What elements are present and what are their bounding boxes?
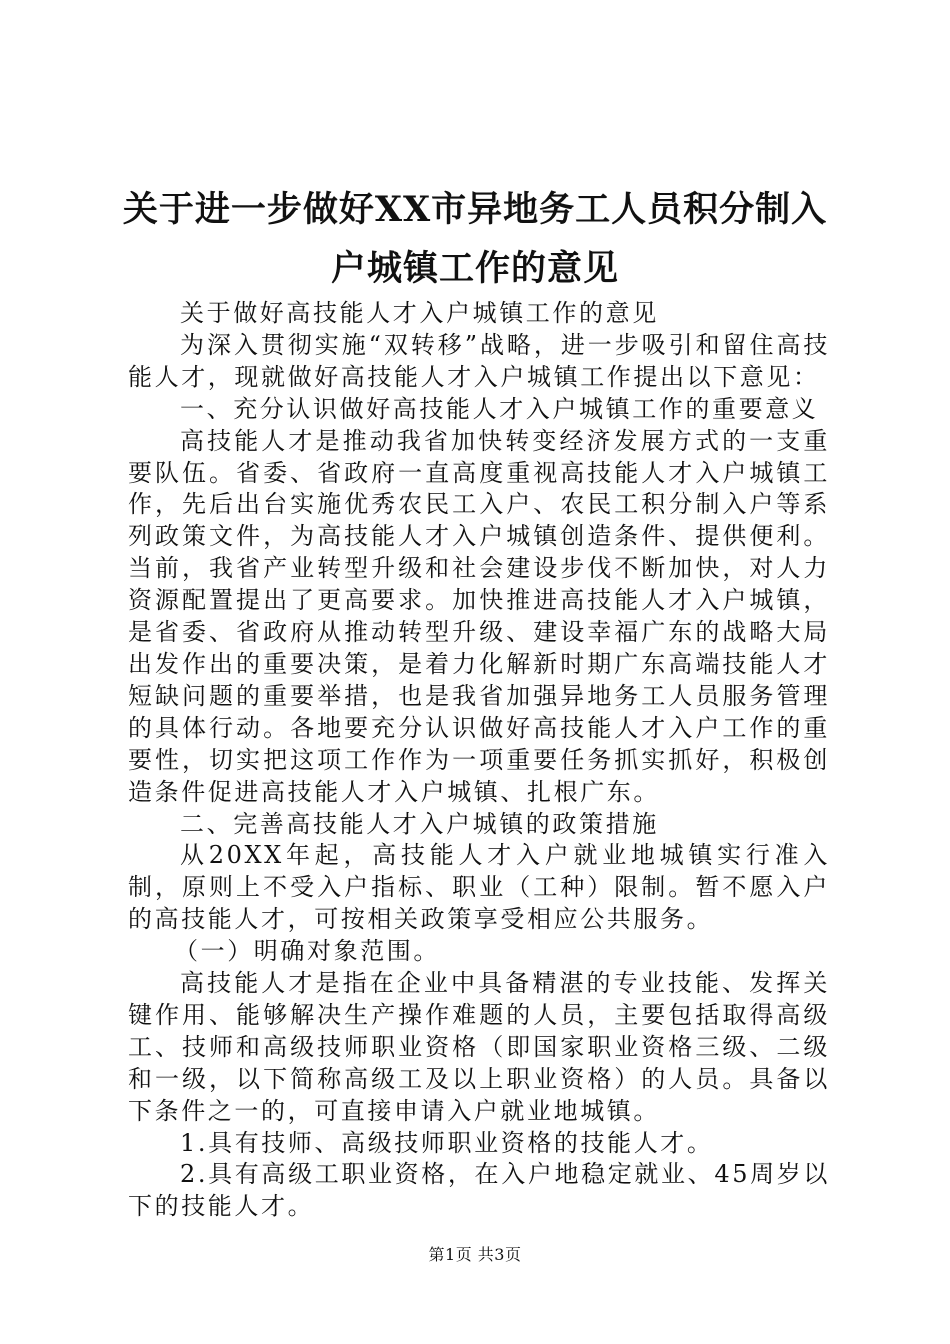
subsection-heading-1: （一）明确对象范围。	[174, 937, 440, 966]
page-footer: 第1页 共3页	[428, 1245, 522, 1264]
paragraph-definition: 高技能人才是指在企业中具备精湛的专业技能、发挥关键作用、能够解决生产操作难题的人员，主要包括取得高级工、技师和高级技师职业资格（即国家职业资格三级、二级和一级，以下简称高级工及以上职业资格）的人员。具备以下条件之一的，可直接申请入户就业地城镇。	[128, 969, 830, 1125]
document-title-line-1: 关于进一步做好XX市异地务工人员积分制入	[122, 189, 828, 230]
document-title-line-2: 户城镇工作的意见	[330, 248, 619, 289]
section-heading-1: 一、充分认识做好高技能人才入户城镇工作的重要意义	[180, 394, 819, 423]
list-item-1: 1.具有技师、高级技师职业资格的技能人才。	[180, 1128, 714, 1157]
paragraph-subtitle: 关于做好高技能人才入户城镇工作的意见	[180, 299, 659, 327]
list-item-2: 2.具有高级工职业资格，在入户地稳定就业、45周岁以下的技能人才。	[128, 1160, 830, 1221]
paragraph-intro: 为深入贯彻实施“双转移”战略，进一步吸引和留住高技能人才，现就做好高技能人才入户城镇工作提出以下意见：	[128, 330, 830, 391]
document-body	[128, 298, 830, 1223]
paragraph-significance: 高技能人才是推动我省加快转变经济发展方式的一支重要队伍。省委、省政府一直高度重视高技能人才入户城镇工作，先后出台实施优秀农民工入户、农民工积分制入户等系列政策文件，为高技能人才入户城镇创造条件、提供便利。当前，我省产业转型升级和社会建设步伐不断加快，对人力资源配置提出了更高要求。加快推进高技能人才入户城镇，是省委、省政府从推动转型升级、建设幸福广东的战略大局出发作出的重要决策，是着力化解新时期广东高端技能人才短缺问题的重要举措，也是我省加强异地务工人员服务管理的具体行动。各地要充分认识做好高技能人才入户工作的重要性，切实把这项工作作为一项重要任务抓实抓好，积极创造条件促进高技能人才入户城镇、扎根广东。	[128, 426, 830, 806]
paragraph-policy: 从20XX年起，高技能人才入户就业地城镇实行准入制，原则上不受入户指标、职业（工种）限制。暂不愿入户的高技能人才，可按相关政策享受相应公共服务。	[128, 841, 830, 934]
section-heading-2: 二、完善高技能人才入户城镇的政策措施	[180, 809, 659, 838]
